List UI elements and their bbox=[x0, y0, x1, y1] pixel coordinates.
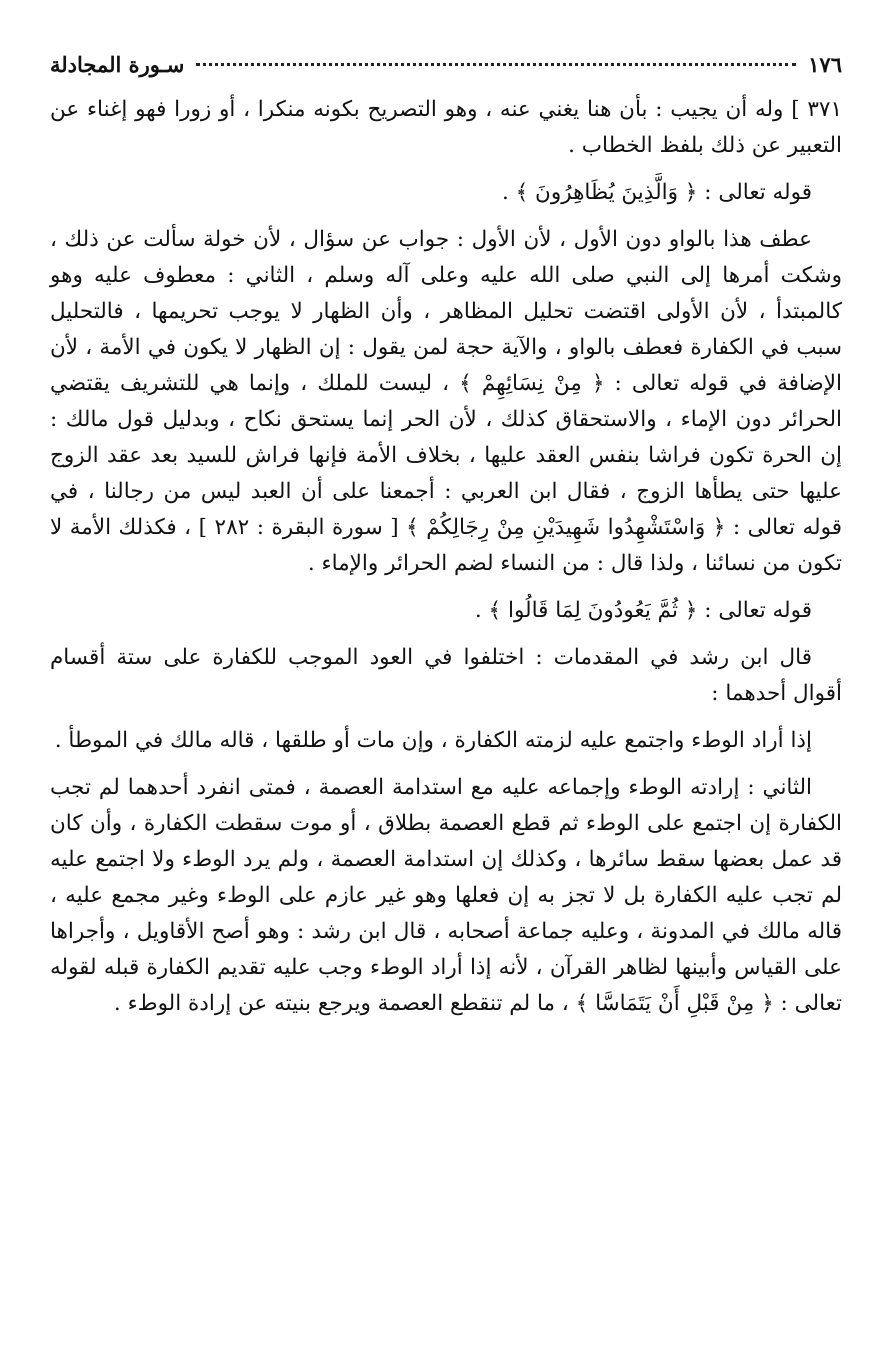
paragraph: قوله تعالى : ﴿ وَالَّذِينَ يُظَاهِرُونَ ﴾ . bbox=[501, 180, 812, 205]
page bbox=[50, 52, 842, 1033]
paragraph: عطف هذا بالواو دون الأول ، لأن الأول : جواب عن سؤال ، لأن خولة سألت عن ذلك ، وشكت أمرها إلى النبي صلى الله عليه وعلى آله وسلم ، الثاني : معطوف عليه وهو كالمبتدأ ، لأن الأولى اقتضت تحليل المظاهر ، وأن الظهار لا يوجب تحريمها ، فالتحليل سبب في الكفارة فعطف بالواو ، والآية حجة لمن يقول : إن الظهار لا يكون في الأمة ، لأن الإضافة في قوله تعالى : ﴿ مِنْ نِسَائِهِمْ ﴾ ، ليست للملك ، وإنما هي للتشريف يقتضي الحرائر دون الإماء ، والاستحقاق كذلك ، لأن الحر إنما يستحق نكاح ، وبدليل قول مالك : إن الحرة تكون فراشا بنفس العقد عليها ، بخلاف الأمة فإنها فراش للسيد بعد عقد الزوج عليها حتى يطأها الزوج ، فقال ابن العربي : أجمعنا على أن العبد ليس من رجالنا ، في قوله تعالى : ﴿ وَاسْتَشْهِدُوا شَهِيدَيْنِ مِنْ رِجَالِكُمْ ﴾ [ سورة البقرة : ٢٨٢ ] ، فكذلك الأمة لا تكون من نسائنا ، ولذا قال : من النساء لضم الحرائر والإماء . bbox=[50, 227, 842, 576]
surah-title: سـورة المجادلة bbox=[50, 52, 185, 77]
paragraph: الثاني : إرادته الوطء وإجماعه عليه مع استدامة العصمة ، فمتى انفرد أحدهما لم تجب الكفارة إن اجتمع على الوطء ثم قطع العصمة بطلاق ، أو موت سقطت الكفارة ، وأن كان قد عمل بعضها سقط سائرها ، وكذلك إن استدامة العصمة ، ولم يرد الوطء ولا اجتمع عليه لم تجب عليه الكفارة بل لا تجز به إن فعلها وهو غير عازم على الوطء وغير مجمع عليه ، قاله مالك في المدونة ، وعليه جماعة أصحابه ، قال ابن رشد : وهو أصح الأقاويل ، وأجراها على القياس وأبينها لظاهر القرآن ، لأنه إذا أراد الوطء وجب عليه تقديم الكفارة قبله لقوله تعالى : ﴿ مِنْ قَبْلِ أَنْ يَتَمَاسَّا ﴾ ، ما لم تنقطع العصمة ويرجع بنيته عن إرادة الوطء . bbox=[50, 775, 842, 1016]
paragraph: ٣٧١ ] وله أن يجيب : بأن هنا يغني عنه ، وهو التصريح بكونه منكرا ، أو زورا فهو إغناء عن التعبير عن ذلك بلفظ الخطاب . bbox=[50, 97, 842, 158]
paragraph: قال ابن رشد في المقدمات : اختلفوا في العود الموجب للكفارة على ستة أقسام أقوال أحدهما : bbox=[50, 645, 842, 706]
header-dotted-leader bbox=[196, 63, 796, 66]
page-number: ١٧٦ bbox=[808, 52, 842, 77]
paragraph: قوله تعالى : ﴿ ثُمَّ يَعُودُونَ لِمَا قَالُوا ﴾ . bbox=[474, 598, 812, 623]
body-text bbox=[50, 92, 842, 1022]
paragraph: إذا أراد الوطء واجتمع عليه لزمته الكفارة ، وإن مات أو طلقها ، قاله مالك في الموطأ . bbox=[54, 728, 812, 753]
page-header bbox=[50, 52, 842, 92]
